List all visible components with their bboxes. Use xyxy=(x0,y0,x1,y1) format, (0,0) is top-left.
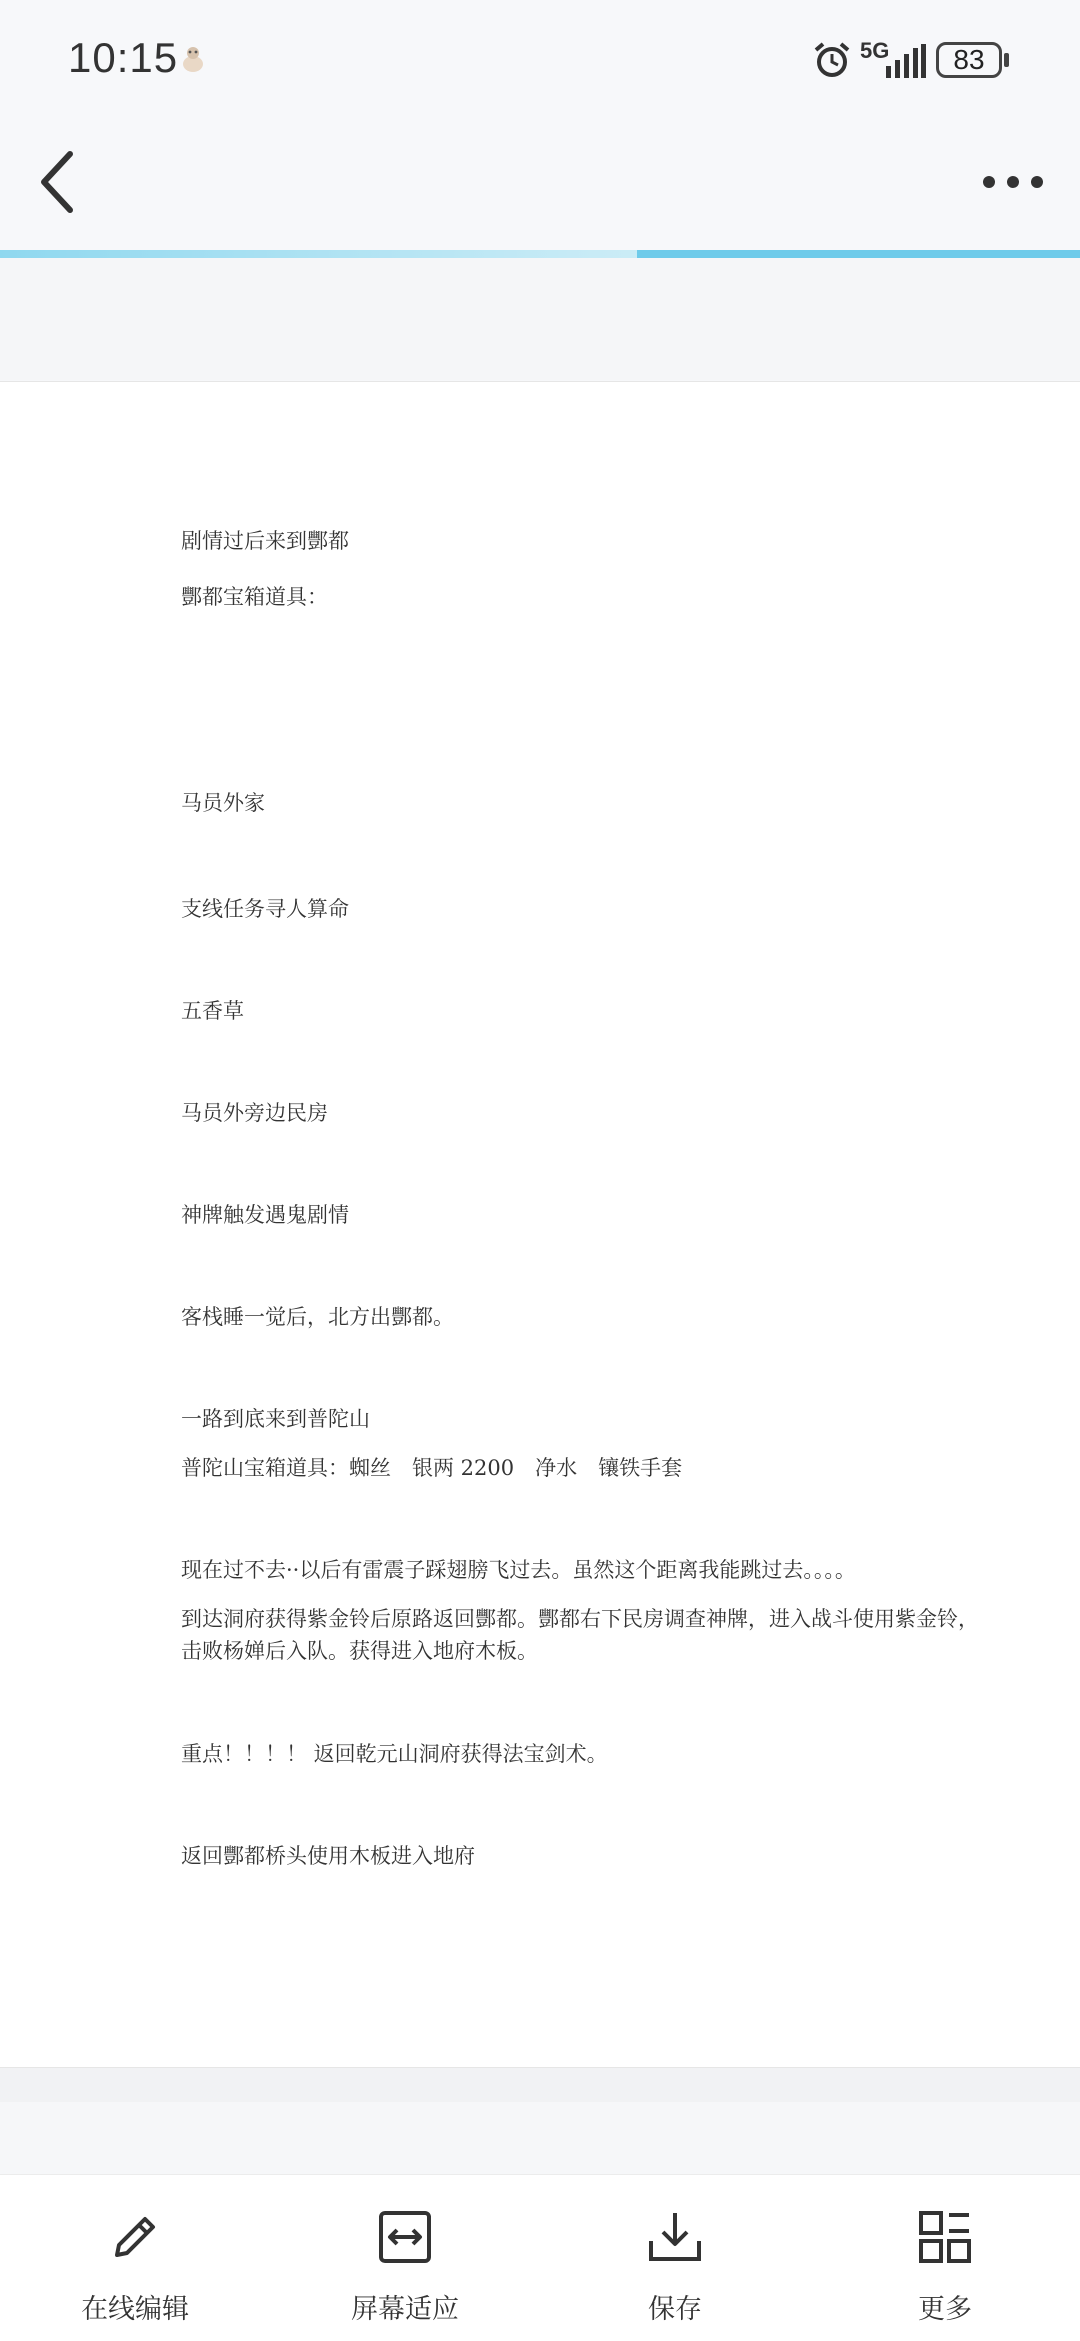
doc-line: 现在过不去··以后有雷震子踩翅膀飞过去。虽然这个距离我能跳过去。。。。 xyxy=(181,1558,856,1582)
save-label: 保存 xyxy=(648,2294,702,2324)
bottom-toolbar xyxy=(0,2174,1080,2341)
signal-icon xyxy=(886,44,926,78)
more-button[interactable] xyxy=(810,2175,1080,2341)
doc-line: 客栈睡一觉后，北方出酆都。 xyxy=(181,1305,454,1329)
doc-line: 酆都宝箱道具： xyxy=(181,585,328,609)
download-icon xyxy=(647,2209,703,2265)
more-label: 更多 xyxy=(918,2294,972,2324)
reading-progress-fill xyxy=(637,250,1080,258)
pencil-icon xyxy=(107,2209,163,2265)
grid-icon xyxy=(917,2209,973,2265)
online-edit-button[interactable] xyxy=(0,2175,270,2341)
doc-line: 一路到底来到普陀山 xyxy=(181,1407,370,1431)
doc-line: 神牌触发遇鬼剧情 xyxy=(181,1203,349,1227)
nav-bar xyxy=(0,110,1080,250)
more-ellipsis-icon[interactable] xyxy=(980,172,1046,192)
status-time: 10:15 xyxy=(68,34,179,81)
fit-screen-icon xyxy=(377,2209,433,2265)
network-type: 5G xyxy=(860,38,890,63)
battery-indicator: 83 xyxy=(936,42,1002,78)
fit-screen-button[interactable] xyxy=(270,2175,540,2341)
doc-line: 五香草 xyxy=(181,999,244,1023)
status-bar xyxy=(0,0,1080,110)
doc-line: 普陀山宝箱道具：蜘丝 银两 2200 净水 镶铁手套 xyxy=(181,1456,683,1480)
alarm-icon xyxy=(812,40,852,80)
notification-emoji-icon xyxy=(180,44,206,74)
save-button[interactable] xyxy=(540,2175,810,2341)
doc-line: 返回酆都桥头使用木板进入地府 xyxy=(181,1844,475,1868)
reading-progress-bar xyxy=(0,250,1080,258)
page-gap xyxy=(0,258,1080,380)
online-edit-label: 在线编辑 xyxy=(81,2294,189,2324)
doc-line: 剧情过后来到酆都 xyxy=(181,529,349,553)
doc-line: 马员外旁边民房 xyxy=(181,1101,328,1125)
doc-line: 重点！！！！ 返回乾元山洞府获得法宝剑术。 xyxy=(181,1742,608,1766)
doc-line: 马员外家 xyxy=(181,791,265,815)
doc-line: 支线任务寻人算命 xyxy=(181,897,349,921)
page-gap-bottom xyxy=(0,2068,1080,2102)
document-page xyxy=(0,381,1080,2068)
doc-line: 到达洞府获得紫金铃后原路返回酆都。酆都右下民房调查神牌，进入战斗使用紫金铃，击败杨婵后入队。获得进入地府木板。 xyxy=(181,1607,979,1663)
back-chevron-icon[interactable] xyxy=(30,146,86,218)
fit-screen-label: 屏幕适应 xyxy=(351,2294,459,2324)
battery-tip xyxy=(1004,53,1009,67)
